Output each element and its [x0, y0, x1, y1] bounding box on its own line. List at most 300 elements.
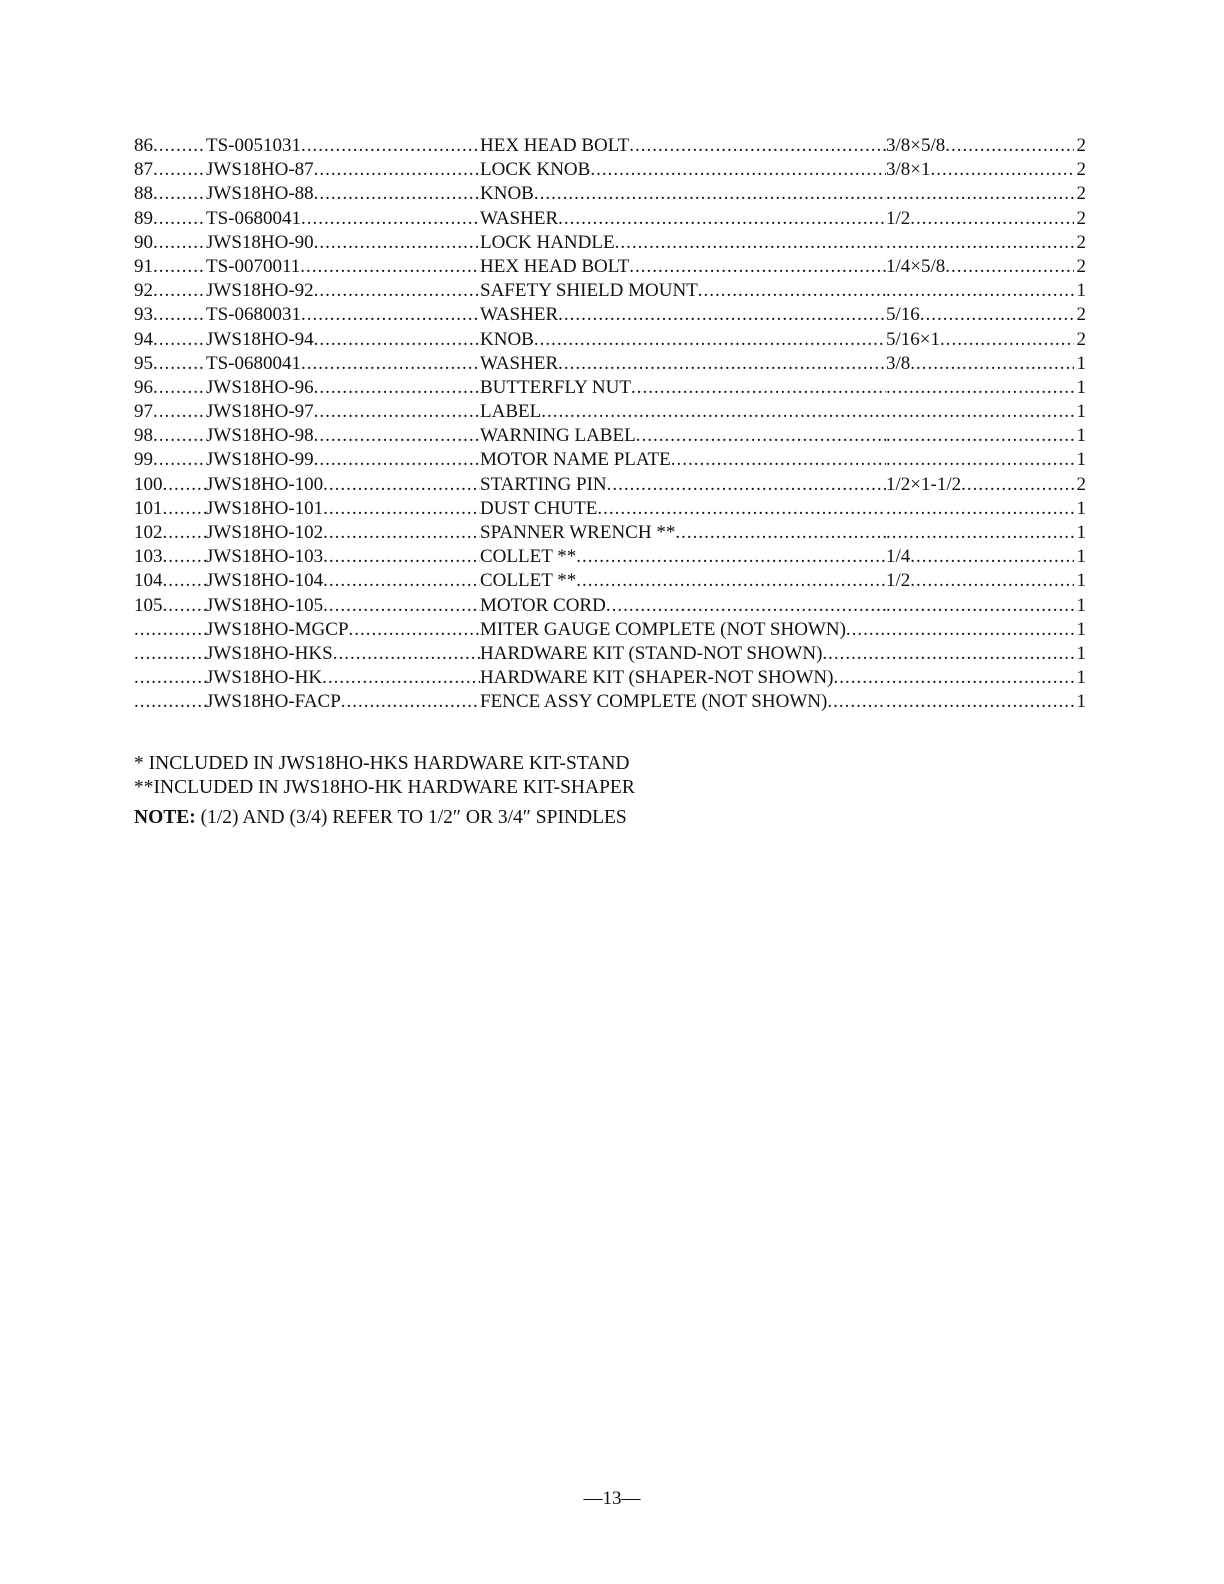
part-number: JWS18HO-94: [206, 328, 314, 350]
dot-leader: [833, 666, 886, 690]
item-number: 103: [134, 546, 163, 568]
dot-leader: [314, 182, 480, 206]
part-number-cell: [206, 521, 480, 545]
footnote-hk: **INCLUDED IN JWS18HO-HK HARDWARE KIT-SHAPER: [134, 777, 635, 798]
quantity-cell: [1074, 594, 1086, 618]
dot-leader: [886, 448, 1074, 472]
description-cell: [480, 569, 886, 593]
part-number: JWS18HO-98: [206, 425, 314, 447]
quantity-cell: [1074, 618, 1086, 642]
part-number-cell: [206, 473, 480, 497]
item-number-cell: [134, 255, 206, 279]
dot-leader: [323, 473, 480, 497]
footnote-hks: * INCLUDED IN JWS18HO-HKS HARDWARE KIT-STAND: [134, 753, 630, 774]
part-number-cell: [206, 207, 480, 231]
dot-leader: [886, 424, 1074, 448]
item-number-cell: [134, 448, 206, 472]
dot-leader: [615, 231, 886, 255]
quantity: 1: [1076, 618, 1086, 640]
description-cell: [480, 690, 886, 714]
quantity: 1: [1076, 425, 1086, 447]
item-number-cell: [134, 182, 206, 206]
dot-leader: [886, 279, 1074, 303]
note-label: NOTE:: [134, 807, 196, 828]
table-row: [134, 618, 1086, 642]
description-cell: [480, 182, 886, 206]
dot-leader: [153, 328, 206, 352]
quantity: 2: [1076, 183, 1086, 205]
item-number: 92: [134, 280, 153, 302]
description: WASHER: [480, 304, 559, 326]
item-number: 98: [134, 425, 153, 447]
description: COLLET **: [480, 546, 577, 568]
size-cell: [886, 231, 1074, 255]
item-number-cell: [134, 545, 206, 569]
description: WASHER: [480, 352, 559, 374]
quantity-cell: [1074, 134, 1086, 158]
item-number-cell: [134, 376, 206, 400]
description: HARDWARE KIT (STAND-NOT SHOWN): [480, 642, 823, 664]
quantity: 2: [1076, 207, 1086, 229]
parts-list: [134, 134, 1086, 715]
table-row: [134, 473, 1086, 497]
size-cell: [886, 158, 1074, 182]
size: 5/16×1: [886, 328, 940, 350]
quantity: 1: [1076, 522, 1086, 543]
part-number-cell: [206, 400, 480, 424]
part-number: JWS18HO-99: [206, 449, 314, 471]
item-number: 104: [134, 570, 163, 592]
part-number: JWS18HO-97: [206, 401, 314, 423]
item-number: 102: [134, 522, 163, 543]
quantity-cell: [1074, 303, 1086, 327]
dot-leader: [541, 400, 886, 424]
size-cell: [886, 594, 1074, 618]
size: 1/2: [886, 570, 911, 592]
dot-leader: [698, 279, 886, 303]
item-number-cell: [134, 303, 206, 327]
item-number: 86: [134, 135, 153, 156]
dot-leader: [910, 207, 1074, 231]
item-number-cell: [134, 497, 206, 521]
part-number-cell: [206, 303, 480, 327]
dot-leader: [314, 448, 480, 472]
quantity-cell: [1074, 400, 1086, 424]
dot-leader: [886, 642, 1074, 666]
part-number: TS-0051031: [206, 135, 301, 156]
quantity-cell: [1074, 424, 1086, 448]
description-cell: [480, 231, 886, 255]
dot-leader: [323, 497, 480, 521]
part-number: JWS18HO-MGCP: [206, 618, 349, 640]
dot-leader: [153, 448, 206, 472]
part-number-cell: [206, 569, 480, 593]
part-number: TS-0070011: [206, 255, 301, 277]
quantity: 1: [1076, 280, 1086, 302]
quantity-cell: [1074, 521, 1086, 545]
description-cell: [480, 521, 886, 545]
dot-leader: [314, 328, 480, 352]
description: LOCK KNOB: [480, 159, 591, 181]
item-number-cell: [134, 690, 206, 714]
table-row: [134, 545, 1086, 569]
quantity: 1: [1076, 594, 1086, 616]
dot-leader: [349, 618, 480, 642]
table-row: [134, 207, 1086, 231]
quantity: 1: [1076, 376, 1086, 398]
dot-leader: [322, 666, 480, 690]
quantity-cell: [1074, 666, 1086, 690]
part-number-cell: [206, 231, 480, 255]
dot-leader: [910, 569, 1074, 593]
description-cell: [480, 400, 886, 424]
part-number-cell: [206, 497, 480, 521]
dot-leader: [606, 594, 886, 618]
size: 5/16: [886, 304, 920, 326]
part-number-cell: [206, 352, 480, 376]
description: SPANNER WRENCH **: [480, 522, 676, 543]
quantity-cell: [1074, 352, 1086, 376]
table-row: [134, 594, 1086, 618]
dot-leader: [314, 158, 480, 182]
item-number-cell: [134, 231, 206, 255]
quantity-cell: [1074, 497, 1086, 521]
dot-leader: [534, 182, 886, 206]
description: COLLET **: [480, 570, 577, 592]
dot-leader: [134, 618, 206, 642]
table-row: [134, 279, 1086, 303]
quantity-cell: [1074, 473, 1086, 497]
dot-leader: [945, 255, 1074, 279]
quantity: 2: [1076, 255, 1086, 277]
item-number: 95: [134, 352, 153, 374]
item-number: 96: [134, 376, 153, 398]
quantity-cell: [1074, 376, 1086, 400]
item-number-cell: [134, 400, 206, 424]
quantity: 2: [1076, 231, 1086, 253]
dot-leader: [945, 134, 1074, 158]
item-number-cell: [134, 158, 206, 182]
size-cell: [886, 569, 1074, 593]
item-number-cell: [134, 352, 206, 376]
part-number: JWS18HO-92: [206, 280, 314, 302]
size: 3/8×5/8: [886, 135, 946, 156]
part-number-cell: [206, 328, 480, 352]
size-cell: [886, 424, 1074, 448]
quantity: 2: [1076, 328, 1086, 350]
size-cell: [886, 182, 1074, 206]
dot-leader: [153, 303, 206, 327]
description-cell: [480, 473, 886, 497]
size: 3/8: [886, 352, 911, 374]
description-cell: [480, 666, 886, 690]
spindle-note: [134, 806, 635, 830]
quantity: 1: [1076, 570, 1086, 592]
item-number-cell: [134, 279, 206, 303]
item-number: 94: [134, 328, 153, 350]
description: HEX HEAD BOLT: [480, 135, 630, 156]
dot-leader: [886, 376, 1074, 400]
table-row: [134, 497, 1086, 521]
item-number: 89: [134, 207, 153, 229]
dot-leader: [886, 400, 1074, 424]
part-number: TS-0680031: [206, 304, 301, 326]
item-number-cell: [134, 666, 206, 690]
description-cell: [480, 545, 886, 569]
dot-leader: [153, 352, 206, 376]
dot-leader: [940, 328, 1074, 352]
item-number: 90: [134, 231, 153, 253]
dot-leader: [314, 400, 480, 424]
table-row: [134, 448, 1086, 472]
description: MOTOR NAME PLATE: [480, 449, 671, 471]
dot-leader: [961, 473, 1074, 497]
part-number: JWS18HO-96: [206, 376, 314, 398]
part-number-cell: [206, 642, 480, 666]
dot-leader: [671, 448, 886, 472]
quantity-cell: [1074, 231, 1086, 255]
size-cell: [886, 255, 1074, 279]
item-number-cell: [134, 618, 206, 642]
dot-leader: [314, 231, 480, 255]
quantity-cell: [1074, 545, 1086, 569]
description-cell: [480, 376, 886, 400]
size-cell: [886, 400, 1074, 424]
quantity-cell: [1074, 158, 1086, 182]
quantity-cell: [1074, 328, 1086, 352]
size-cell: [886, 642, 1074, 666]
size-cell: [886, 666, 1074, 690]
quantity: 1: [1076, 352, 1086, 374]
dot-leader: [153, 158, 206, 182]
dot-leader: [153, 182, 206, 206]
quantity: 1: [1076, 667, 1086, 689]
part-number-cell: [206, 618, 480, 642]
dot-leader: [846, 618, 886, 642]
description: BUTTERFLY NUT: [480, 376, 631, 398]
dot-leader: [558, 207, 886, 231]
item-number: 101: [134, 497, 163, 519]
size-cell: [886, 448, 1074, 472]
item-number: 87: [134, 159, 153, 181]
item-number-cell: [134, 521, 206, 545]
dot-leader: [314, 424, 480, 448]
part-number-cell: [206, 545, 480, 569]
dot-leader: [558, 352, 886, 376]
description-cell: [480, 642, 886, 666]
table-row: [134, 328, 1086, 352]
part-number-cell: [206, 134, 480, 158]
description: KNOB: [480, 183, 534, 205]
size-cell: [886, 473, 1074, 497]
size-cell: [886, 690, 1074, 714]
size-cell: [886, 207, 1074, 231]
description: LABEL: [480, 401, 542, 423]
dot-leader: [886, 666, 1074, 690]
description-cell: [480, 303, 886, 327]
dot-leader: [163, 497, 207, 521]
part-number-cell: [206, 182, 480, 206]
dot-leader: [920, 303, 1074, 327]
description-cell: [480, 448, 886, 472]
dot-leader: [153, 207, 206, 231]
description: KNOB: [480, 328, 534, 350]
quantity: 1: [1076, 401, 1086, 423]
part-number-cell: [206, 424, 480, 448]
part-number-cell: [206, 690, 480, 714]
dot-leader: [153, 231, 206, 255]
item-number-cell: [134, 642, 206, 666]
dot-leader: [323, 569, 480, 593]
description: MITER GAUGE COMPLETE (NOT SHOWN): [480, 618, 846, 640]
dot-leader: [886, 521, 1074, 545]
dot-leader: [886, 618, 1074, 642]
table-row: [134, 642, 1086, 666]
quantity: 1: [1076, 691, 1086, 713]
dot-leader: [301, 303, 480, 327]
part-number-cell: [206, 448, 480, 472]
dot-leader: [629, 134, 886, 158]
size-cell: [886, 618, 1074, 642]
dot-leader: [576, 569, 886, 593]
quantity: 2: [1076, 304, 1086, 326]
item-number-cell: [134, 328, 206, 352]
size-cell: [886, 352, 1074, 376]
size-cell: [886, 497, 1074, 521]
quantity: 1: [1076, 642, 1086, 664]
description: MOTOR CORD: [480, 594, 606, 616]
table-row: [134, 424, 1086, 448]
dot-leader: [822, 642, 886, 666]
dot-leader: [153, 376, 206, 400]
dot-leader: [931, 158, 1075, 182]
dot-leader: [134, 642, 206, 666]
description-cell: [480, 352, 886, 376]
item-number-cell: [134, 569, 206, 593]
size-cell: [886, 303, 1074, 327]
part-number: JWS18HO-104: [206, 570, 324, 592]
part-number: JWS18HO-103: [206, 546, 324, 568]
description-cell: [480, 594, 886, 618]
description: DUST CHUTE: [480, 497, 598, 519]
part-number: JWS18HO-FACP: [206, 691, 341, 713]
dot-leader: [636, 424, 886, 448]
quantity-cell: [1074, 207, 1086, 231]
quantity-cell: [1074, 448, 1086, 472]
table-row: [134, 352, 1086, 376]
item-number-cell: [134, 424, 206, 448]
dot-leader: [153, 424, 206, 448]
quantity-cell: [1074, 182, 1086, 206]
description-cell: [480, 424, 886, 448]
dot-leader: [827, 690, 886, 714]
description: SAFETY SHIELD MOUNT: [480, 280, 698, 302]
table-row: [134, 231, 1086, 255]
dot-leader: [300, 255, 480, 279]
dot-leader: [153, 134, 206, 158]
item-number-cell: [134, 207, 206, 231]
dot-leader: [886, 594, 1074, 618]
size-cell: [886, 279, 1074, 303]
description-cell: [480, 158, 886, 182]
part-number-cell: [206, 158, 480, 182]
page-number: —13—: [583, 1488, 641, 1509]
size-cell: [886, 328, 1074, 352]
table-row: [134, 134, 1086, 158]
quantity-cell: [1074, 279, 1086, 303]
dot-leader: [558, 303, 886, 327]
dot-leader: [163, 545, 207, 569]
dot-leader: [886, 182, 1074, 206]
dot-leader: [163, 473, 207, 497]
table-row: [134, 376, 1086, 400]
description: HEX HEAD BOLT: [480, 255, 630, 277]
size-cell: [886, 521, 1074, 545]
quantity: 2: [1076, 473, 1086, 495]
dot-leader: [323, 545, 480, 569]
description: WARNING LABEL: [480, 425, 636, 447]
dot-leader: [341, 690, 480, 714]
table-row: [134, 182, 1086, 206]
dot-leader: [333, 642, 480, 666]
dot-leader: [590, 158, 886, 182]
quantity-cell: [1074, 255, 1086, 279]
dot-leader: [886, 497, 1074, 521]
part-number: JWS18HO-88: [206, 183, 314, 205]
description: WASHER: [480, 207, 559, 229]
item-number-cell: [134, 594, 206, 618]
part-number: JWS18HO-HKS: [206, 642, 333, 664]
part-number: JWS18HO-87: [206, 159, 314, 181]
dot-leader: [631, 376, 886, 400]
quantity: 1: [1076, 497, 1086, 519]
dot-leader: [314, 279, 480, 303]
table-row: [134, 303, 1086, 327]
part-number: JWS18HO-101: [206, 497, 324, 519]
description-cell: [480, 618, 886, 642]
quantity: 1: [1076, 546, 1086, 568]
item-number-cell: [134, 134, 206, 158]
item-number-cell: [134, 473, 206, 497]
part-number: JWS18HO-100: [206, 473, 324, 495]
dot-leader: [163, 521, 207, 545]
dot-leader: [675, 521, 886, 545]
dot-leader: [134, 666, 206, 690]
dot-leader: [607, 473, 886, 497]
part-number-cell: [206, 666, 480, 690]
dot-leader: [597, 497, 886, 521]
size: 1/4×5/8: [886, 255, 946, 277]
size-cell: [886, 545, 1074, 569]
part-number-cell: [206, 255, 480, 279]
dot-leader: [323, 594, 480, 618]
table-row: [134, 690, 1086, 714]
table-row: [134, 569, 1086, 593]
dot-leader: [301, 134, 480, 158]
description-cell: [480, 497, 886, 521]
item-number: 91: [134, 255, 153, 277]
item-number: 99: [134, 449, 153, 471]
part-number: JWS18HO-105: [206, 594, 324, 616]
part-number-cell: [206, 376, 480, 400]
description-cell: [480, 255, 886, 279]
dot-leader: [301, 352, 480, 376]
size: 3/8×1: [886, 159, 931, 181]
dot-leader: [163, 594, 207, 618]
item-number: 100: [134, 473, 163, 495]
dot-leader: [910, 545, 1074, 569]
dot-leader: [910, 352, 1074, 376]
